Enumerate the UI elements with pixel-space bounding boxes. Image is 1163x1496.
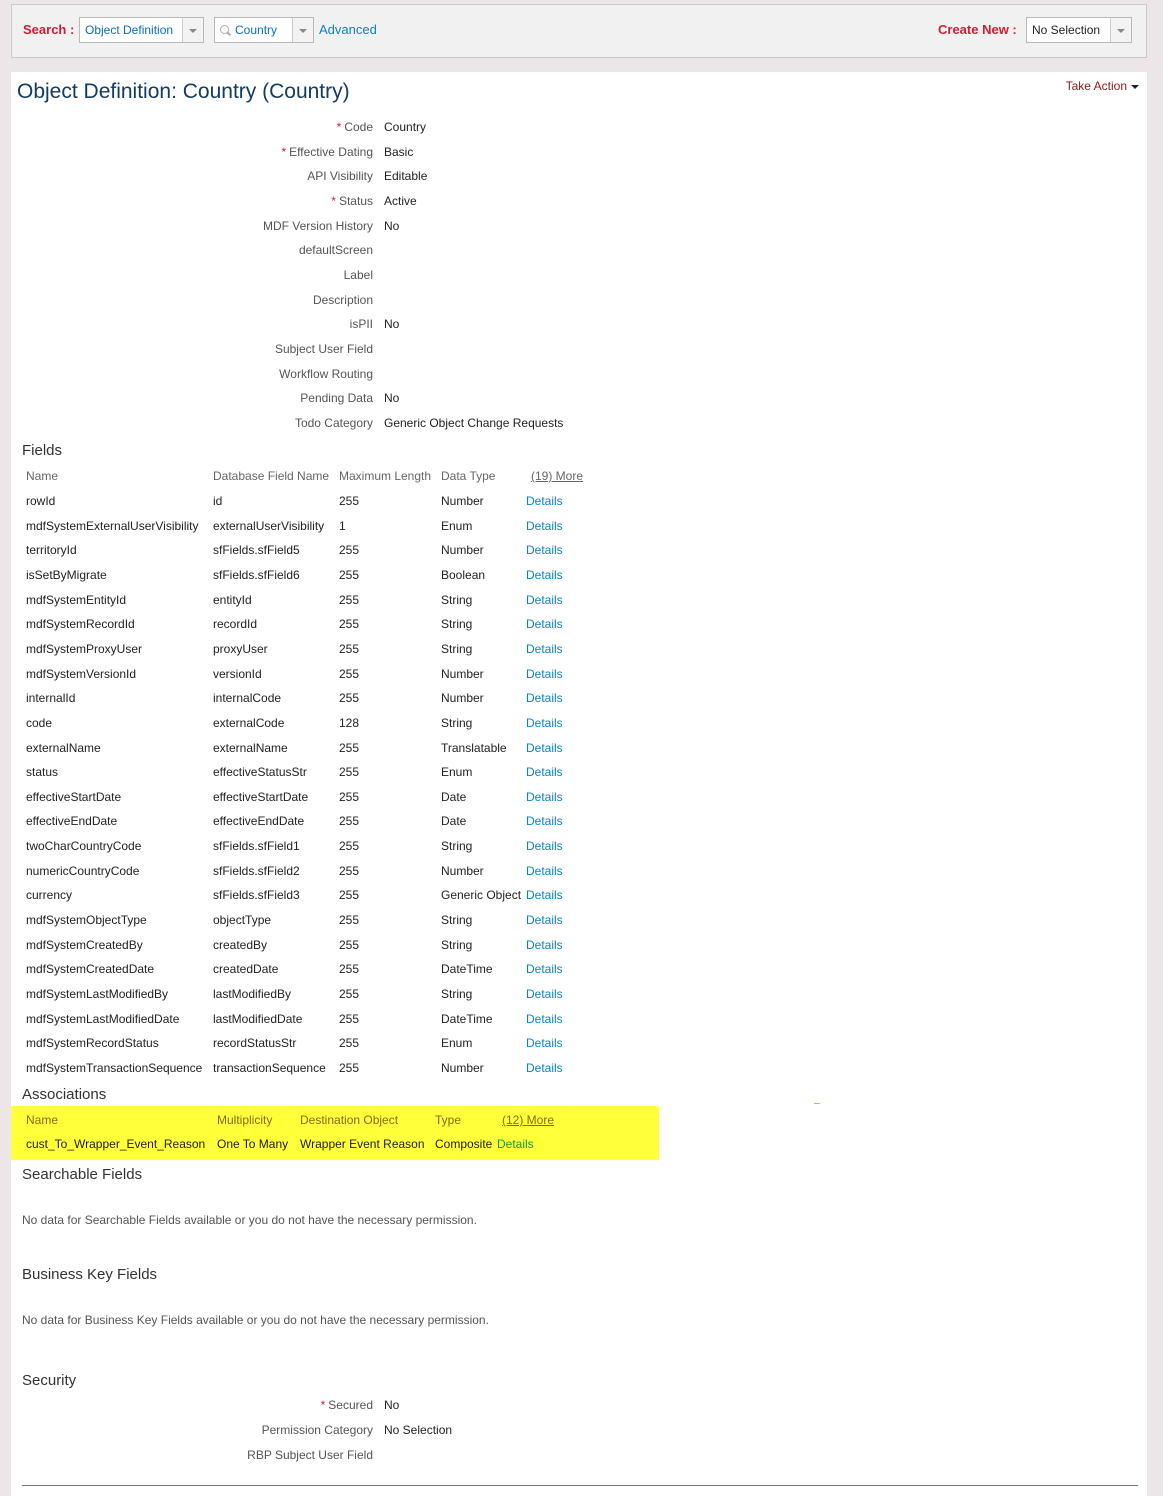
field-cell: Boolean	[441, 567, 486, 582]
search-icon	[220, 25, 229, 34]
property-label	[307, 169, 373, 183]
field-cell: objectType	[213, 913, 272, 928]
field-cell: createdBy	[213, 937, 268, 952]
property-value: Generic Object Change Requests	[384, 415, 564, 430]
field-cell: Enum	[441, 518, 473, 533]
field-details-link[interactable]: Details	[526, 987, 563, 1001]
field-details-link[interactable]: Details	[526, 567, 563, 582]
field-cell: rowId	[26, 494, 56, 508]
field-cell: 128	[339, 715, 360, 730]
field-cell: lastModifiedDate	[213, 1011, 303, 1026]
security-value: No	[384, 1398, 400, 1412]
property-label	[331, 194, 373, 208]
required-marker: *	[331, 193, 336, 208]
property-row	[11, 194, 711, 214]
field-details-link[interactable]: Details	[526, 666, 563, 681]
fields-col-max-length: Maximum Length	[339, 469, 432, 483]
field-cell: createdDate	[213, 962, 279, 977]
property-row	[11, 293, 711, 313]
field-details-link[interactable]: Details	[526, 641, 563, 656]
associations-heading: Associations	[22, 1086, 107, 1103]
field-cell: 255	[339, 567, 360, 582]
assoc-destination: Wrapper Event Reason	[300, 1137, 425, 1151]
property-label-text: isPII	[349, 317, 373, 332]
field-cell: versionId	[213, 666, 262, 681]
assoc-col-name: Name	[26, 1113, 59, 1127]
required-marker: *	[281, 144, 287, 159]
field-cell: String	[441, 617, 473, 632]
field-details-link[interactable]: Details	[526, 1060, 563, 1075]
field-cell: 255	[339, 592, 360, 607]
field-cell: mdfSystemRecordId	[26, 617, 135, 632]
field-cell: mdfSystemRecordStatus	[26, 1036, 159, 1051]
property-value: Active	[384, 193, 417, 208]
business-key-empty: No data for Business Key Fields available or you do not have the necessary permission.	[22, 1313, 489, 1327]
field-details-link[interactable]: Details	[526, 494, 563, 508]
object-type-value: Object Definition	[85, 23, 174, 37]
field-cell: isSetByMigrate	[26, 567, 107, 582]
field-cell: 255	[339, 987, 360, 1001]
field-cell: 255	[339, 839, 360, 854]
property-value: No	[384, 317, 400, 332]
field-cell: mdfSystemProxyUser	[26, 641, 143, 656]
property-label	[279, 367, 373, 381]
property-label-text: Todo Category	[294, 415, 373, 430]
property-row	[11, 145, 711, 165]
object-type-dropdown[interactable]	[79, 17, 204, 43]
field-cell: externalName	[213, 740, 288, 755]
search-label: Search :	[23, 22, 75, 37]
property-label	[295, 416, 373, 430]
property-label-text: Label	[343, 267, 373, 282]
field-cell: mdfSystemCreatedDate	[26, 962, 155, 977]
property-row	[11, 416, 711, 436]
field-cell: effectiveEndDate	[213, 814, 305, 829]
property-row	[11, 243, 711, 263]
object-search-dropdown[interactable]	[214, 17, 314, 43]
object-definition-panel	[11, 72, 1147, 1496]
field-cell: 255	[339, 740, 360, 755]
field-cell: code	[26, 715, 53, 730]
property-row	[11, 317, 711, 337]
searchable-fields-empty: No data for Searchable Fields available or you do not have the necessary permission.	[22, 1213, 477, 1227]
field-cell: 255	[339, 814, 360, 829]
create-new-dropdown[interactable]	[1026, 17, 1132, 43]
field-cell: mdfSystemObjectType	[26, 913, 147, 928]
property-label-text: Effective Dating	[289, 144, 373, 159]
property-value: Country	[384, 120, 427, 134]
field-cell: Number	[441, 863, 484, 878]
search-bar	[11, 4, 1147, 58]
field-cell: sfFields.sfField6	[213, 567, 300, 582]
field-cell: recordId	[213, 617, 258, 632]
field-cell: Number	[441, 666, 484, 681]
field-cell: sfFields.sfField5	[213, 543, 300, 558]
property-value: Editable	[384, 169, 428, 184]
property-row	[11, 120, 711, 140]
field-cell: mdfSystemLastModifiedDate	[26, 1011, 180, 1026]
field-cell: 255	[339, 1036, 360, 1051]
field-cell: DateTime	[441, 1011, 493, 1026]
associations-table	[11, 1106, 659, 1160]
field-cell: effectiveStartDate	[213, 789, 309, 804]
field-cell: externalName	[26, 740, 101, 755]
field-cell: 1	[339, 518, 346, 533]
fields-col-db-name: Database Field Name	[213, 469, 330, 483]
field-details-link[interactable]: Details	[526, 789, 563, 804]
field-cell: twoCharCountryCode	[26, 839, 142, 854]
property-label-text: Workflow Routing	[279, 366, 373, 381]
security-value: No Selection	[384, 1423, 453, 1437]
field-cell: Date	[441, 814, 467, 829]
field-cell: Number	[441, 543, 484, 558]
property-label-text: API Visibility	[307, 169, 373, 184]
security-row	[11, 1423, 711, 1443]
security-label-text: RBP Subject User Field	[247, 1448, 373, 1462]
field-cell: 255	[339, 666, 360, 681]
field-cell: effectiveStartDate	[26, 789, 122, 804]
create-new-label: Create New :	[938, 22, 1017, 37]
property-label-text: Status	[338, 193, 373, 208]
field-cell: sfFields.sfField2	[213, 863, 300, 878]
security-row	[11, 1448, 711, 1468]
field-cell: 255	[339, 1011, 360, 1026]
property-label	[337, 120, 373, 134]
property-label-text: Description	[312, 292, 373, 307]
security-heading: Security	[22, 1372, 77, 1389]
field-cell: 255	[339, 913, 360, 928]
required-marker: *	[336, 120, 342, 134]
field-details-link[interactable]: Details	[526, 863, 563, 878]
field-cell: 255	[339, 1060, 360, 1075]
property-value: Basic	[384, 144, 414, 159]
field-cell: status	[26, 765, 59, 780]
property-value: No	[384, 218, 400, 233]
field-cell: 255	[339, 494, 360, 508]
property-row	[11, 367, 711, 387]
field-cell: Generic Object	[441, 888, 522, 903]
field-cell: mdfSystemTransactionSequence	[26, 1060, 203, 1075]
field-cell: 255	[339, 937, 360, 952]
field-cell: 255	[339, 863, 360, 878]
property-label-text: defaultScreen	[298, 243, 373, 258]
field-cell: territoryId	[26, 543, 77, 558]
property-label	[313, 293, 373, 307]
security-label	[262, 1423, 373, 1437]
field-cell: sfFields.sfField1	[213, 839, 300, 854]
field-details-link[interactable]: Details	[526, 518, 563, 533]
field-details-link[interactable]: Details	[526, 1036, 563, 1051]
property-label	[275, 342, 373, 356]
field-details-link[interactable]: Details	[526, 765, 563, 780]
page-title: Object Definition: Country (Country)	[17, 80, 350, 103]
field-cell: mdfSystemLastModifiedBy	[26, 987, 169, 1001]
field-cell: mdfSystemEntityId	[26, 592, 127, 607]
assoc-col-destination: Destination Object	[300, 1113, 399, 1127]
property-row	[11, 342, 711, 362]
field-cell: 255	[339, 962, 360, 977]
fields-heading: Fields	[22, 442, 63, 459]
field-cell: externalUserVisibility	[213, 518, 325, 533]
field-details-link[interactable]: Details	[526, 1011, 563, 1026]
chevron-down-icon[interactable]	[1110, 18, 1131, 42]
field-cell: Enum	[441, 1036, 473, 1051]
assoc-multiplicity: One To Many	[217, 1137, 289, 1151]
create-new-value: No Selection	[1032, 23, 1101, 37]
assoc-type: Composite	[435, 1137, 493, 1151]
field-cell: proxyUser	[213, 641, 268, 656]
fields-more-link[interactable]: (19) More	[531, 469, 584, 483]
field-cell: Enum	[441, 765, 473, 780]
field-cell: effectiveStatusStr	[213, 765, 307, 780]
field-cell: lastModifiedBy	[213, 987, 292, 1001]
object-search-value: Country	[235, 23, 278, 37]
field-cell: String	[441, 641, 473, 656]
field-details-link[interactable]: Details	[526, 913, 563, 928]
field-cell: Date	[441, 789, 467, 804]
property-row	[11, 268, 711, 288]
fields-col-data-type: Data Type	[441, 469, 496, 483]
field-cell: Translatable	[441, 740, 507, 755]
security-row	[11, 1398, 711, 1418]
field-cell: 255	[339, 641, 360, 656]
property-label-text: Subject User Field	[274, 341, 373, 356]
field-cell: 255	[339, 765, 360, 780]
field-cell: 255	[339, 789, 360, 804]
field-details-link[interactable]: Details	[526, 937, 563, 952]
field-cell: mdfSystemExternalUserVisibility	[26, 518, 199, 533]
field-cell: String	[441, 987, 473, 1001]
field-cell: mdfSystemVersionId	[26, 666, 137, 681]
advanced-search-link[interactable]: Advanced	[319, 22, 377, 37]
property-row	[11, 391, 711, 411]
property-label	[282, 145, 374, 159]
field-details-link[interactable]: Details	[526, 888, 563, 903]
field-cell: internalCode	[213, 691, 282, 706]
property-label-text: Code	[344, 120, 373, 134]
field-cell: externalCode	[213, 715, 285, 730]
field-cell: 255	[339, 617, 360, 632]
property-label	[350, 317, 373, 331]
field-cell: Number	[441, 691, 484, 706]
divider	[22, 1485, 1138, 1486]
business-key-heading: Business Key Fields	[22, 1266, 158, 1283]
field-cell: Number	[441, 1060, 484, 1075]
field-cell: String	[441, 715, 473, 730]
assoc-more-link[interactable]: (12) More	[502, 1113, 555, 1127]
field-details-link[interactable]: Details	[526, 740, 563, 755]
security-label	[321, 1398, 373, 1412]
field-cell: 255	[339, 543, 360, 558]
field-cell: String	[441, 839, 473, 854]
field-cell: id	[213, 494, 223, 508]
field-cell: String	[441, 937, 473, 952]
chevron-down-icon[interactable]	[292, 18, 313, 42]
security-label-text: Secured	[328, 1398, 373, 1412]
assoc-col-multiplicity: Multiplicity	[217, 1113, 273, 1127]
property-label-text: MDF Version History	[262, 218, 373, 233]
field-cell: entityId	[213, 592, 252, 607]
field-details-link[interactable]: Details	[526, 617, 563, 632]
required-marker: *	[320, 1398, 326, 1412]
property-row	[11, 219, 711, 239]
security-label	[247, 1448, 373, 1462]
field-details-link[interactable]: Details	[526, 839, 563, 854]
field-details-link[interactable]: Details	[526, 962, 563, 977]
field-cell: mdfSystemCreatedBy	[26, 937, 143, 952]
field-cell: effectiveEndDate	[26, 814, 118, 829]
field-details-link[interactable]: Details	[526, 814, 563, 829]
field-details-link[interactable]: Details	[526, 543, 563, 558]
field-cell: DateTime	[441, 962, 493, 977]
field-cell: numericCountryCode	[26, 863, 140, 878]
field-cell: recordStatusStr	[213, 1036, 297, 1051]
field-details-link[interactable]: Details	[526, 715, 563, 730]
searchable-fields-heading: Searchable Fields	[22, 1166, 143, 1183]
field-cell: String	[441, 592, 473, 607]
property-label	[344, 268, 373, 282]
assoc-col-type: Type	[435, 1113, 462, 1127]
property-label	[300, 391, 373, 405]
divider	[814, 1103, 820, 1104]
assoc-details-link[interactable]: Details	[497, 1137, 534, 1151]
security-label-text: Permission Category	[261, 1423, 373, 1437]
field-cell: internalId	[26, 691, 76, 706]
field-cell: transactionSequence	[213, 1060, 326, 1075]
fields-col-name: Name	[26, 469, 59, 483]
property-value: No	[384, 391, 400, 406]
property-label-text: Pending Data	[300, 391, 373, 406]
field-cell: 255	[339, 691, 360, 706]
property-row	[11, 169, 711, 189]
field-details-link[interactable]: Details	[526, 592, 563, 607]
field-cell: currency	[26, 888, 73, 903]
chevron-down-icon[interactable]	[182, 18, 203, 42]
field-cell: String	[441, 913, 473, 928]
property-label	[263, 219, 373, 233]
property-label	[299, 243, 373, 257]
take-action-menu[interactable]: Take Action	[1066, 79, 1139, 93]
field-cell: Number	[441, 494, 484, 508]
field-cell: 255	[339, 888, 360, 903]
field-cell: sfFields.sfField3	[213, 888, 300, 903]
assoc-name: cust_To_Wrapper_Event_Reason	[26, 1137, 206, 1151]
field-details-link[interactable]: Details	[526, 691, 563, 706]
